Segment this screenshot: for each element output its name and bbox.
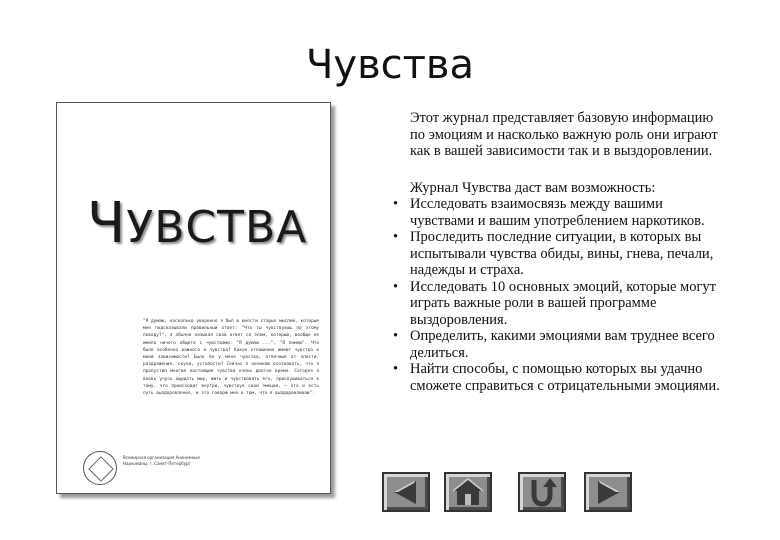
list-item xyxy=(393,229,725,279)
list-item xyxy=(393,328,725,361)
list-item-text: Найти способы, с помощью которых вы удачно сможете справиться с отрицательными эмоциями. xyxy=(410,361,720,394)
list-item-text: Определить, какими эмоциями вам труднее всего делиться. xyxy=(410,328,715,361)
bullet-marker: • xyxy=(393,229,399,245)
house-icon xyxy=(446,474,490,510)
na-logo-icon xyxy=(83,451,117,485)
list-item-text: Исследовать 10 основных эмоций, которые могут играть важные роли в вашей программе выздоровления. xyxy=(410,278,716,328)
cover-title xyxy=(87,191,307,256)
bullet-marker: • xyxy=(393,196,399,212)
slide-body xyxy=(393,110,725,394)
list-item-text: Исследовать взаимосвязь между вашими чувствами и вашим употреблением наркотиков. xyxy=(410,196,705,229)
bullet-marker: • xyxy=(393,361,399,377)
bullet-marker: • xyxy=(393,278,399,295)
bullet-marker: • xyxy=(393,328,399,344)
next-button[interactable] xyxy=(584,472,632,512)
list-item xyxy=(393,361,725,394)
triangle-right-icon xyxy=(586,474,630,510)
list-item xyxy=(393,196,725,229)
journal-cover-image xyxy=(56,102,331,494)
home-button[interactable] xyxy=(444,472,492,512)
cover-logo-caption: Всемирная организация Анонимные Наркоманы, г. Санкт-Петербург xyxy=(123,455,200,466)
cover-title-initial: Ч xyxy=(87,191,127,256)
return-button[interactable] xyxy=(518,472,566,512)
list-item-text: Проследить последние ситуации, в которых вы испытывали чувства обиды, вины, гнева, печали, надежды и страха. xyxy=(410,229,714,278)
intro-paragraph: Этот журнал представляет базовую информацию по эмоциям и насколько важную роль они играют как в вашей зависимости так и в выздоровлении. xyxy=(410,110,718,159)
lead-line: Журнал Чувства даст вам возможность: xyxy=(410,179,656,196)
list-item xyxy=(393,278,725,329)
cover-quote-text: "Я думаю, насколько уверенно я был в юности старых мыслей, которые мне подсказывали правильный ответ: "Что ты чувствуешь по этому поводу?", я обычно называл свой ответ со злом, который, вообще не имела ничего общего с чувствами: "Я думаю ...", "Я помню". Что было особенно важного и чувства? Какое отношение имеют чувства к моей зависимости? Было ли у меня чувства, отличные от злости, раздражения, скуки, усталости? Сейчас я начинаю осознавать, что я пропустил многие настоящие чувства очень долгое время. Сегодня я вновь учусь ощущать мир, жить и чувствовать его, прислушиваться к тому, что происходит внутри, чувствуя свои эмоции, — это и есть путь выздоровления, и это говорю мне о том, что я выздоравливаю". xyxy=(143,319,319,397)
u-turn-arrow-icon xyxy=(520,474,564,510)
slide-title: Чувства xyxy=(305,42,475,88)
triangle-left-icon xyxy=(384,474,428,510)
bullet-list xyxy=(393,196,725,394)
back-button[interactable] xyxy=(382,472,430,512)
cover-title-rest: УВСТВА xyxy=(126,202,308,253)
